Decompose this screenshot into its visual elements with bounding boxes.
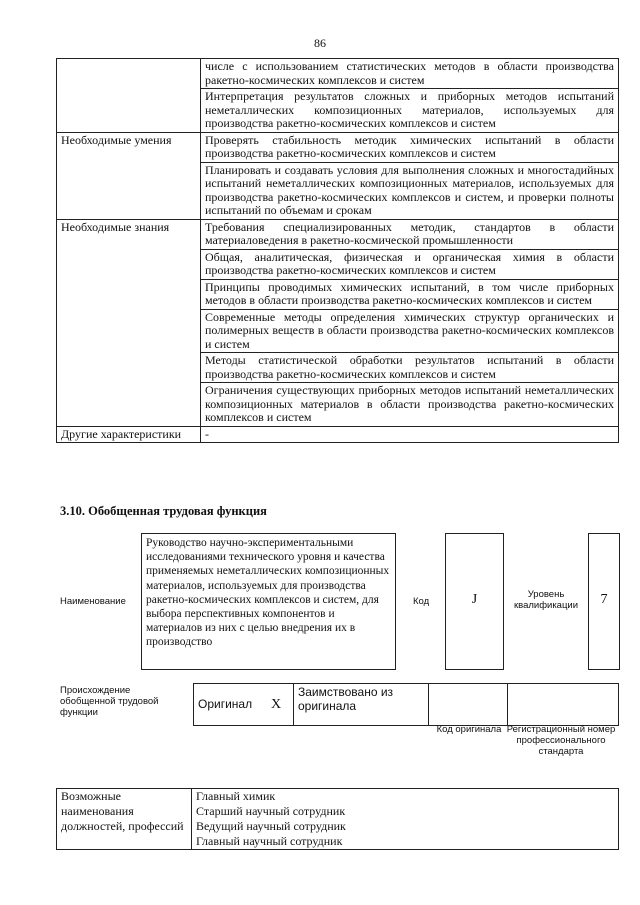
level-value: 7 xyxy=(600,592,608,607)
page-number: 86 xyxy=(314,36,326,50)
row-item: Ограничения существующих приборных методов испытаний неметаллических композиционных материалов в области производства ракетно-космических комплексов и систем xyxy=(201,383,619,427)
borrowed-label: Заимствовано из оригинала xyxy=(294,684,429,726)
code-value: J xyxy=(471,592,478,607)
row-item: - xyxy=(201,426,619,443)
original-mark: X xyxy=(259,684,294,726)
table-row xyxy=(57,59,619,89)
origin-code-cell xyxy=(429,684,508,726)
row-item: Интерпретация результатов сложных и приборных методов испытаний неметаллических композиционных материалов, используемых для производства ракетно-космических комплексов и систем xyxy=(201,89,619,133)
origin-reg-cell xyxy=(508,684,619,726)
function-name-box: Руководство научно-экспериментальными исследованиями технического уровня и качества применяемых неметаллических композиционных материалов, используемых для производства ракетно-космических комплексов и систем, для выбора перспективных компонентов и материалов из них с целью внедрения их в производство xyxy=(141,533,396,670)
code-caption: Код оригинала xyxy=(436,724,502,735)
row-label: Другие характеристики xyxy=(57,426,201,443)
row-item: Принципы проводимых химических испытаний, в том числе приборных методов в области производства ракетно-космических комплексов и систем xyxy=(201,279,619,309)
table-row xyxy=(57,426,619,443)
original-label: Оригинал xyxy=(194,684,260,726)
positions-table xyxy=(56,788,619,850)
level-box xyxy=(588,533,620,670)
origin-label: Происхождение обобщенной трудовой функции xyxy=(60,685,159,718)
row-item: Методы статистической обработки результатов испытаний в области производства ракетно-космических комплексов и систем xyxy=(201,353,619,383)
row-item: Планировать и создавать условия для выполнения сложных и многостадийных испытаний неметаллических композиционных материалов, используемых для производства ракетно-космических комплексов и систем, и проверки полноты испытаний по объемам и срокам xyxy=(201,162,619,219)
section-heading: 3.10. Обобщенная трудовая функция xyxy=(60,504,267,518)
code-label: Код xyxy=(413,596,430,607)
row-item: Общая, аналитическая, физическая и органическая химия в области производства ракетно-космических комплексов и систем xyxy=(201,249,619,279)
positions-label: Возможные наименования должностей, профессий xyxy=(57,789,192,850)
row-item: числе с использованием статистических методов в области производства ракетно-космических комплексов и систем xyxy=(201,59,619,89)
row-item: Проверять стабильность методик химических испытаний в области производства ракетно-космических комплексов и систем xyxy=(201,132,619,162)
table-row xyxy=(57,219,619,249)
origin-table xyxy=(193,683,619,726)
position-item: Старший научный сотрудник xyxy=(196,804,346,818)
skills-table xyxy=(56,58,619,443)
row-item: Современные методы определения химических структур органических и полимерных веществ в области производства ракетно-космических комплексов и систем xyxy=(201,309,619,353)
row-label xyxy=(57,59,201,133)
row-label: Необходимые умения xyxy=(57,132,201,219)
table-row xyxy=(57,132,619,162)
row-item: Требования специализированных методик, стандартов в области материаловедения в ракетно-космической промышленности xyxy=(201,219,619,249)
name-label: Наименование xyxy=(60,596,126,607)
position-item: Главный химик xyxy=(196,789,276,803)
position-item: Ведущий научный сотрудник xyxy=(196,819,346,833)
row-label: Необходимые знания xyxy=(57,219,201,426)
positions-list xyxy=(192,789,619,850)
position-item: Главный научный сотрудник xyxy=(196,834,343,848)
reg-caption: Регистрационный номер профессионального стандарта xyxy=(506,724,616,757)
code-box xyxy=(445,533,504,670)
level-label: Уровень квалификации xyxy=(513,589,579,611)
